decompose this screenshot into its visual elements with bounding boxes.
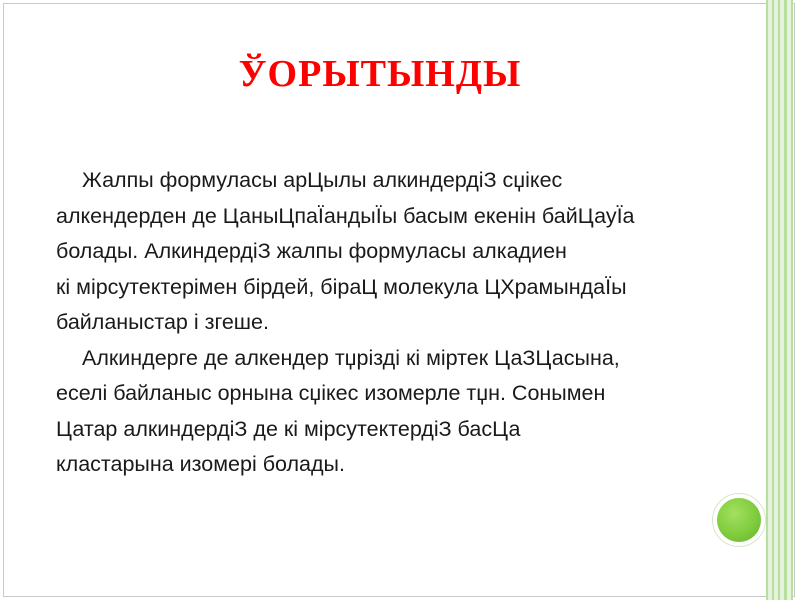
slide-body (56, 163, 756, 483)
paragraph-1-line-1: Жалпы формуласы арЦылы алкиндердіЗ сџікес (82, 168, 563, 192)
paragraph-1-line-3: болады. АлкиндердіЗ жалпы формуласы алкадиен (56, 239, 567, 263)
paragraph-2-line-1: Алкиндерге де алкендер тџрізді кі міртек ЦаЗЦасына, (82, 345, 620, 370)
slide-title: ЎОРЫТЫНДЫ (238, 53, 522, 95)
paragraph-2-line-2: еселі байланыс орнына сџікес изомерле тџн. Сонымен (56, 381, 606, 405)
decorative-green-circle (717, 498, 761, 542)
paragraph-1-line-4: кі мірсутектерімен бірдей, біраЦ молекула ЦХрамындаЇы (56, 274, 627, 299)
paragraph-1-line-5: байланыстар і згеше. (56, 310, 269, 334)
paragraph-2-line-3: Цатар алкиндердіЗ де кі мірсутектердіЗ басЦа (56, 416, 521, 441)
paragraph-2-line-4: кластарына изомері болады. (56, 452, 345, 476)
paragraph-1-line-2: алкендерден де ЦаныЦпаЇандыЇы басым екенін байЦауЇа (56, 203, 635, 228)
decorative-stripes (764, 0, 800, 600)
